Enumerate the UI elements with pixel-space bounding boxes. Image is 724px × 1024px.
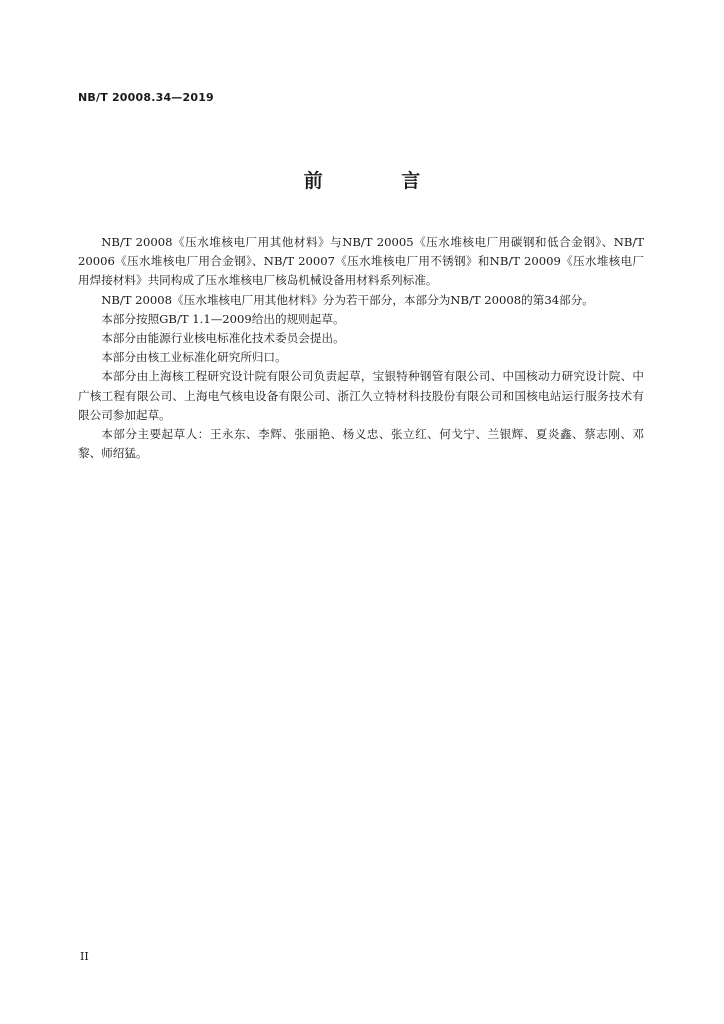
paragraph-main-drafters: 本部分主要起草人：王永东、李辉、张丽艳、杨义忠、张立红、何戈宁、兰银辉、夏炎鑫、蔡志刚、邓黎、师绍猛。	[78, 427, 644, 461]
paragraph-centralized-by: 本部分由核工业标准化研究所归口。	[101, 350, 287, 365]
paragraph-drafting-units: 本部分由上海核工程研究设计院有限公司负责起草，宝银特种钢管有限公司、中国核动力研究设计院、中广核工程有限公司、上海电气核电设备有限公司、浙江久立特材科技股份有限公司和国核电站运行服务技术有限公司参加起草。	[78, 369, 644, 422]
standard-code-header: NB/T 20008.34—2019	[78, 91, 214, 104]
page-number: II	[80, 950, 89, 963]
paragraph-part-info: NB/T 20008《压水堆核电厂用其他材料》分为若干部分，本部分为NB/T 20008的第34部分。	[101, 292, 594, 307]
foreword-body	[78, 233, 644, 463]
paragraph-drafting-rules: 本部分按照GB/T 1.1—2009给出的规则起草。	[101, 311, 345, 326]
paragraph-proposed-by: 本部分由能源行业核电标准化技术委员会提出。	[101, 331, 345, 346]
paragraph-series-relation: NB/T 20008《压水堆核电厂用其他材料》与NB/T 20005《压水堆核电厂用碳钢和低合金钢》、NB/T 20006《压水堆核电厂用合金钢》、NB/T 20007《压水堆核电厂用不锈钢》和NB/T 20009《压水堆核电厂用焊接材料》共同构成了压水堆核电厂核岛机械设备用材料系列标准。	[78, 235, 644, 288]
page-title: 前 言	[303, 170, 457, 192]
